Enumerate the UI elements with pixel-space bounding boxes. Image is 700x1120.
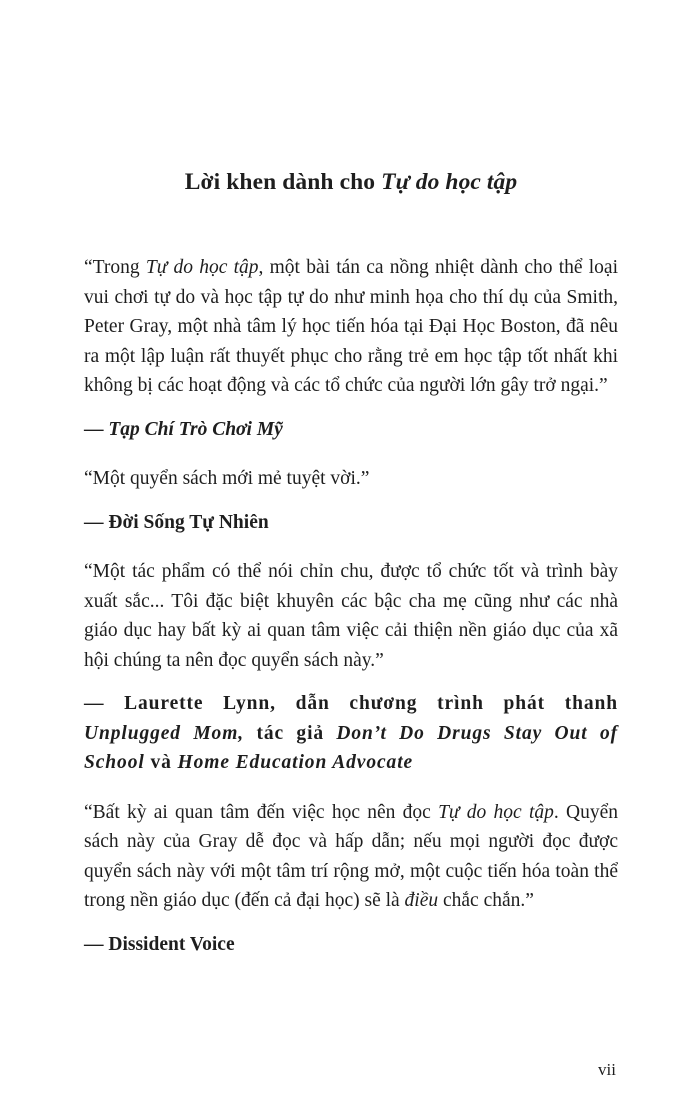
praise-list [84, 253, 618, 959]
attribution-dash: — [84, 418, 109, 440]
quote-emphasis: điều [404, 890, 439, 911]
praise-quote [84, 557, 618, 675]
quote-text: “Bất kỳ ai quan tâm đến việc học nên đọc [84, 801, 439, 823]
heading-book-title: Tự do học tập [381, 169, 518, 195]
attribution-show-title: Unplugged Mom, [84, 722, 245, 744]
quote-book-title: Tự do học tập [145, 257, 259, 278]
quote-attribution [84, 930, 618, 960]
quote-text: chắc chắn.” [438, 890, 534, 911]
quote-attribution [84, 508, 618, 538]
attribution-book-title: Don’t Do Drugs Stay Out of School [84, 722, 618, 773]
attribution-source: — Dissident Voice [84, 933, 235, 955]
attribution-source: Tạp Chí Trò Chơi Mỹ [108, 418, 283, 440]
quote-text: “Một quyển sách mới mẻ tuyệt vời.” [84, 468, 370, 489]
attribution-text: tác giả [244, 722, 337, 744]
quote-text: “Trong [84, 257, 146, 278]
quote-attribution [84, 415, 618, 445]
book-page [84, 0, 618, 1120]
praise-quote [84, 464, 618, 494]
quote-book-title: Tự do học tập [438, 801, 554, 823]
quote-text: “Một tác phẩm có thể nói chỉn chu, được tổ chức tốt và trình bày xuất sắc... Tôi đặc biệt khuyên các bậc cha mẹ cũng như các nhà giáo dục hay bất kỳ ai quan tâm việc cải thiện nền giáo dục của xã hội chúng ta nên đọc quyển sách này.” [84, 561, 618, 671]
quote-attribution [84, 689, 618, 778]
page-number: vii [598, 1060, 616, 1079]
attribution-book-title: Home Education Advocate [177, 752, 414, 773]
attribution-text: và [144, 752, 178, 773]
attribution-source: — Laurette Lynn, dẫn chương trình phát thanh [84, 693, 618, 714]
quote-text: . Quyển sách này của Gray dễ đọc và hấp dẫn; nếu mọi người đọc được quyển sách này với một tâm trí rộng mở, một cuộc tiến hóa toàn thể trong nền giáo dục (đến cả đại học) sẽ là [84, 801, 618, 911]
quote-text: , một bài tán ca nồng nhiệt dành cho thể loại vui chơi tự do và học tập tự do như minh họa cho thí dụ của Smith, Peter Gray, một nhà tâm lý học tiến hóa tại Đại Học Boston, đã nêu ra một lập luận rất thuyết phục cho rằng trẻ em học tập tốt nhất khi không bị các hoạt động và các tổ chức của người lớn gây trở ngại.” [84, 257, 618, 396]
attribution-source: — Đời Sống Tự Nhiên [84, 511, 269, 533]
heading-lead: Lời khen dành cho [184, 169, 382, 195]
praise-quote [84, 253, 618, 401]
page-heading [84, 168, 618, 196]
praise-quote [84, 798, 618, 916]
